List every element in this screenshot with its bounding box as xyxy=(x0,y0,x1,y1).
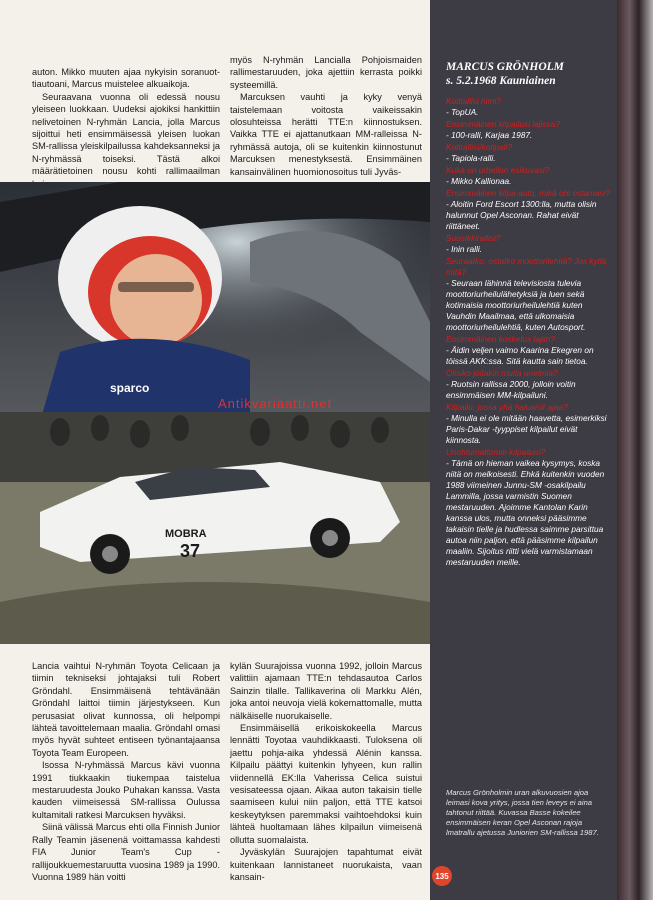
paragraph: Siinä välissä Marcus ehti olla Finnish Junior Rally Teamin jäsenenä voittamassa kahdesti FIA Junior Team's Cup -rallijoukkuemestaruutta vuosina 1989 ja 1990. Vuonna 1989 hän voitti xyxy=(32,822,220,882)
sidebar-answer: - Tapiola-ralli. xyxy=(446,153,496,163)
paragraph: myös N-ryhmän Lanciallа Pohjoismaiden rallimestaruuden, joka ajettiin kerrasta poikki systeemillä. xyxy=(230,55,422,90)
paragraph: kylän Suurajoissa vuonna 1992, jolloin Marcus valittiin ajamaan TTE:n tehdasautoa Carlos Sainzin tilalle. Tallikaverina oli Markku Alén, joka antoi neuvoja vielä kokemattomalle, mutta nälkäiselle nuorukaiselle. xyxy=(230,661,422,721)
sidebar-question: Olisiko joitakin muita unelmia? xyxy=(446,368,558,378)
top-middle-column xyxy=(230,54,422,178)
page-number: 135 xyxy=(432,866,452,886)
watermark: Antikvariaatti.net xyxy=(218,396,333,411)
sidebar-answer: - Inin ralli. xyxy=(446,244,482,254)
paragraph: Ensimmäisellä erikoiskokeella Marcus lennätti Toyotaa vauhdikkaasti. Tuloksena oli jaettu pohja-aika yhdessä Alénin kanssa. Kilpailu päättyi kuitenkin lyhyeen, kun rallin viidennellä EK:lla Vaherissa Celica suistui vesisateessa ojaan. Aikaa auton takaisin tielle saamiseen kului niin paljon, että TTE katsoi keskeytyksen paremmaksi vaihtoehdoksi kuin lähteä huoltamaan lähes kilpailun viimeisenä ollutta suomalaista. xyxy=(230,723,422,845)
sidebar-answer: - Ruotsin rallissa 2000, jolloin voitin ensimmäisen MM-kilpailuni. xyxy=(446,379,576,400)
helmet-logo: sparco xyxy=(110,381,150,395)
sidebar-title-name: MARCUS GRÖNHOLM xyxy=(446,61,564,73)
sidebar-question: Ensimmäinen kilpailusi lajissa? xyxy=(446,119,560,129)
paragraph: Lancia vaihtui N-ryhmän Toyota Celicaan ja tiimin tekniseksi johtajaksi tuli Robert Gröndahl. Ensimmäisenä tehtävänään Gröndahl laittoi tiimin järjestykseen. Kun perusasiat olivat kunnossa, oli helpompi lähteä tavoittelemaan maalia. Gröndahl omasi myös hyvät suhteet entiseen työnantajaansa Toyota Team Europeen. xyxy=(32,661,220,758)
car-brand-text: MOBRA xyxy=(165,528,207,540)
photo-caption: Marcus Grönholmin uran alkuvuosien ajoa leimasi kova yritys, jossa tien leveys ei aina tahtonut riittää. Kuvassa Basse kokeilee ensimmäisen keran Opel Asconan rajoja lmatrallu ajetussa Juniorien SM-rallissa 1987. xyxy=(446,788,599,837)
book-gutter xyxy=(617,0,653,900)
paragraph: Seuraavana vuonna oli edessä nousu yleiseen luokkaan. Uudeksi ajokiksi hankittiin nelivetoinen N-ryhmän Lancia, jolla Marcus sijoittui heti ensimmäisessä yleisen luokan SM-rallissa yleiskilpailussa kahdeksanneksi ja N-ryhmässä toiseksi. Tästä alkoi määrätietoinen nousu kohti rallimaailman xyxy=(32,91,220,177)
sidebar-answer: - Aloitin Ford Escort 1300:lla, mutta olisin halunnut Opel Asconan. Rahat eivät riittäneet. xyxy=(446,199,597,231)
paragraph: Isossa N-ryhmässä Marcus kävi vuonna 1991 tiukkaakin tiukempaa taistelua mestaruudesta Jouko Puhakan kanssa. Vasta kauden viimeisessä SM-rallissa Oulussa kultamitali ratkesi Marcuksen hyväksi. xyxy=(32,760,220,820)
profile-sidebar xyxy=(430,0,618,900)
sidebar-answer: - Seuraan lähinnä televisiosta tulevia moottoriurheilulähetyksiä ja luen sekä kotimaisia moottoriurheilulehtiä kuten Vauhdin Maailmaa, että ulkomaisia moottoriurheilulehtiä, kuten Autosport. xyxy=(446,278,586,332)
sidebar-question: Kotirallisi/kotipalt? xyxy=(446,142,513,152)
sidebar-answer: - Minulla ei ole mitään haavetta, esimerkiksi Paris-Dakar -tyyppiset kilpailut eivät kiinnosta. xyxy=(446,413,607,445)
sidebar-question: Ensimmäinen kilpa-auto, mikä ohi ostamasi? xyxy=(446,188,611,198)
rally-photo xyxy=(0,182,430,644)
sidebar-question: Kilpailu, jossa yhä haluaisit ajaa? xyxy=(446,402,568,412)
sidebar-question: Seuraatko, ostatko moottorilehtiä? Jos kyllä, mitä? xyxy=(446,256,609,277)
sidebar-answer: - Mikko Kallionaa. xyxy=(446,176,512,186)
paragraph: Jyväskylän Suurajojen tapahtumat eivät kuitenkaan lannistaneet nuorukaista, vaan kansain- xyxy=(230,847,422,882)
top-left-column xyxy=(32,66,220,190)
sidebar-content xyxy=(446,60,612,569)
paragraph: Marcuksen vauhti ja kyky venyä taistelemaan voitosta vaikeissakin olosuhteissa herätti TTE:n kiinnostuksen. Vaikka TTE ei ajattanutkaan MM-ralleissa N-ryhmässä autoja, oli se kuitenkin kiinnostunut Marcuksen menestyksestä. Ensimmäinen kansainvälinen huomionosoitus tuli Jyväs- xyxy=(230,92,422,177)
qa-list xyxy=(446,96,612,568)
sidebar-question: Suosikkirallisi? xyxy=(446,233,501,243)
sidebar-question: Kuka on urheilun esikuvasi? xyxy=(446,165,550,175)
sidebar-title-birth: s. 5.2.1968 Kauniainen xyxy=(446,75,556,87)
sidebar-answer: - 100-ralli, Karjaa 1987. xyxy=(446,130,533,140)
sidebar-question: Kotitallisi nimi? xyxy=(446,96,501,106)
sidebar-question: Unohtumattomin kilpailusi? xyxy=(446,447,546,457)
sidebar-question: Ensimmäinen kosketus lajiin? xyxy=(446,334,555,344)
bottom-middle-column xyxy=(230,660,422,883)
car-number-text: 37 xyxy=(180,541,201,561)
bottom-left-column xyxy=(32,660,220,883)
paragraph: auton. Mikko muuten ajaa nykyisin soranuot-tiautoani, Marcus muistelee alkuaikoja. xyxy=(32,67,220,90)
sidebar-answer: - TopUA. xyxy=(446,107,479,117)
sidebar-answer: - Äidin veljen vaimo Kaarina Ekegren on töissä AKK:ssa. Sitä kautta sain tietoa. xyxy=(446,345,594,366)
sidebar-answer: - Tämä on hieman vaikea kysymys, koska niitä on melkoisesti. Ehkä kuitenkin vuoden 1988 viimeinen Junnu-SM -osakilpailu Lammilla, jossa varmistin Suomen mestaruuden. Ajoimme Kantolan Karin kanssa ulos, mutta onneksi pääsimme takaisin tielle ja hudlessa saimme parsittua autoa niin paljon, että pääsimme kilpailun maaliin. Sijoitus riitti vielä varmistamaan mestaruuden meille. xyxy=(446,458,605,567)
